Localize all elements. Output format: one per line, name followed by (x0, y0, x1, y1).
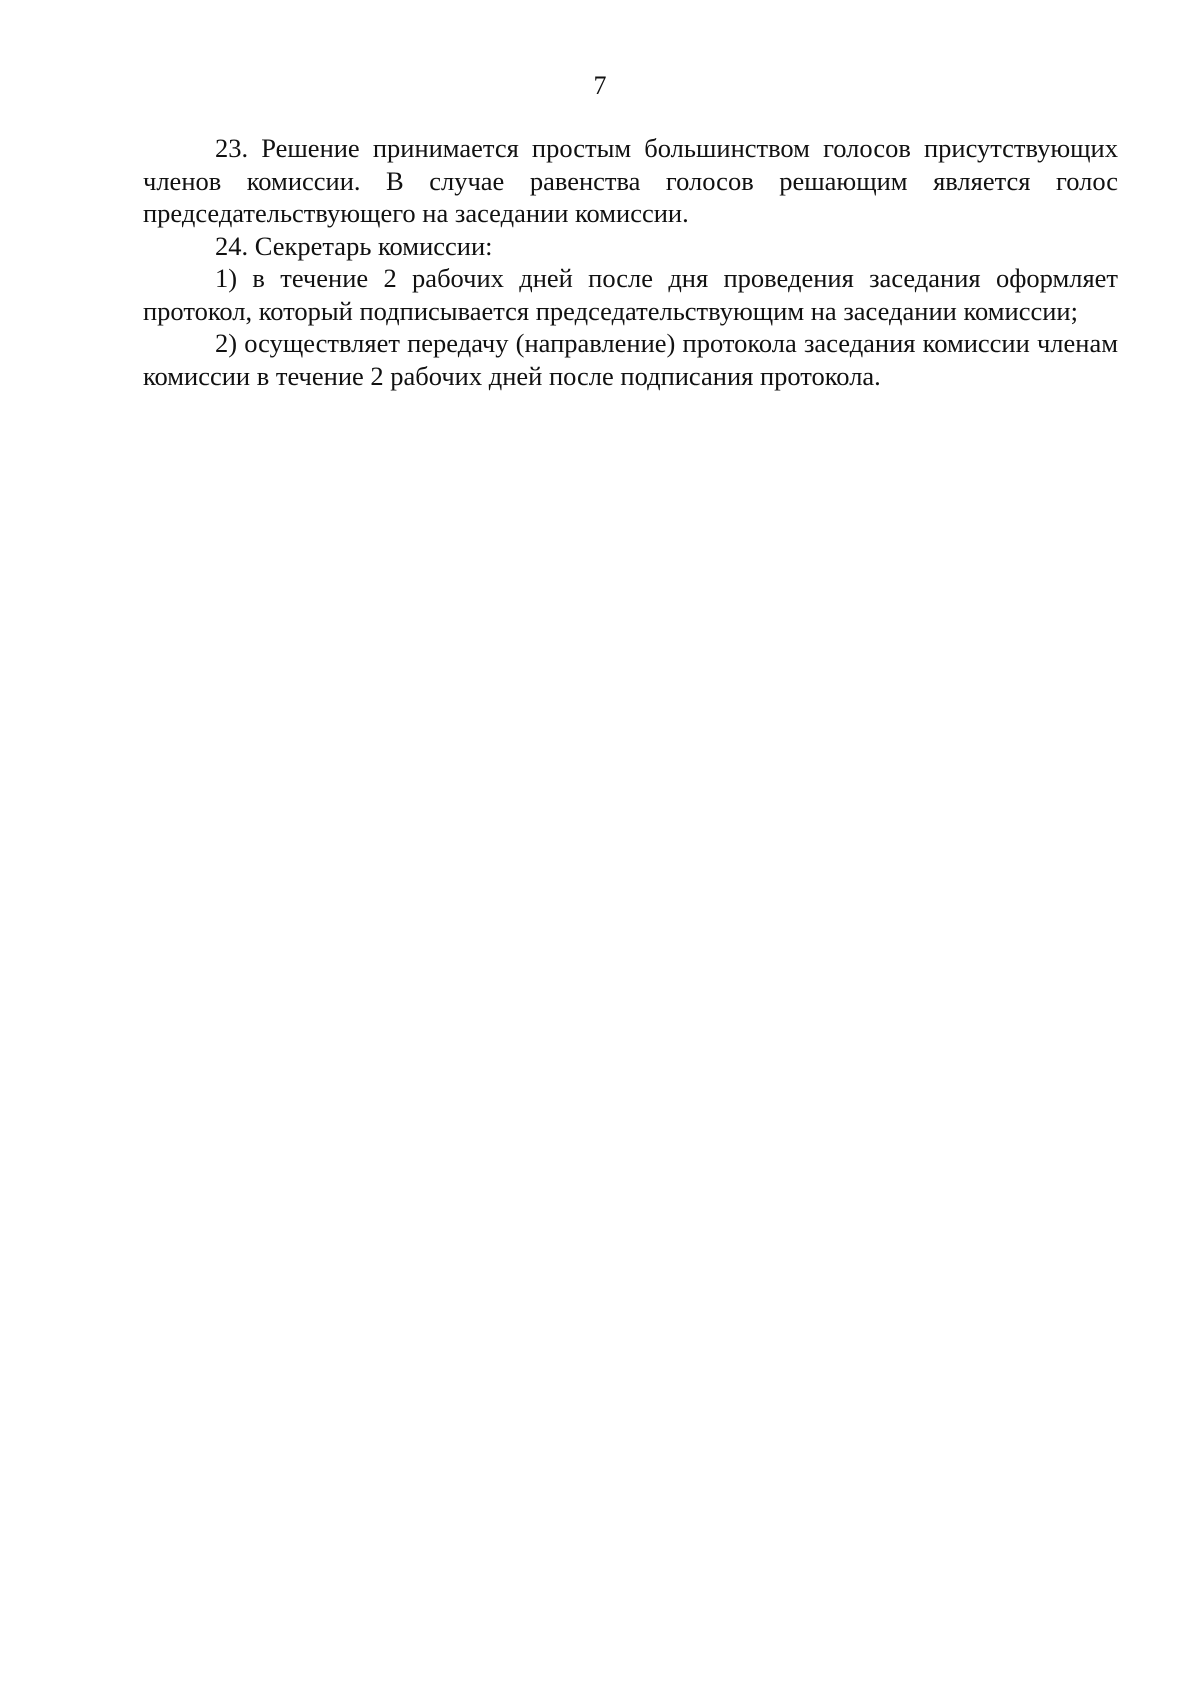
document-body (143, 132, 1118, 392)
paragraph-24-secretary: 24. Секретарь комиссии: (215, 230, 493, 261)
page-number: 7 (593, 71, 607, 100)
paragraph-23-decision: 23. Решение принимается простым большинством голосов присутствующих членов комиссии. В случае равенства голосов решающим является голос председательствующего на заседании комиссии. (143, 133, 1118, 228)
paragraph-24-item-1: 1) в течение 2 рабочих дней после дня проведения заседания оформляет протокол, который подписывается председательствующим на заседании комиссии; (143, 263, 1118, 326)
paragraph-24-item-2: 2) осуществляет передачу (направление) протокола заседания комиссии членам комиссии в течение 2 рабочих дней после подписания протокола. (143, 328, 1118, 391)
